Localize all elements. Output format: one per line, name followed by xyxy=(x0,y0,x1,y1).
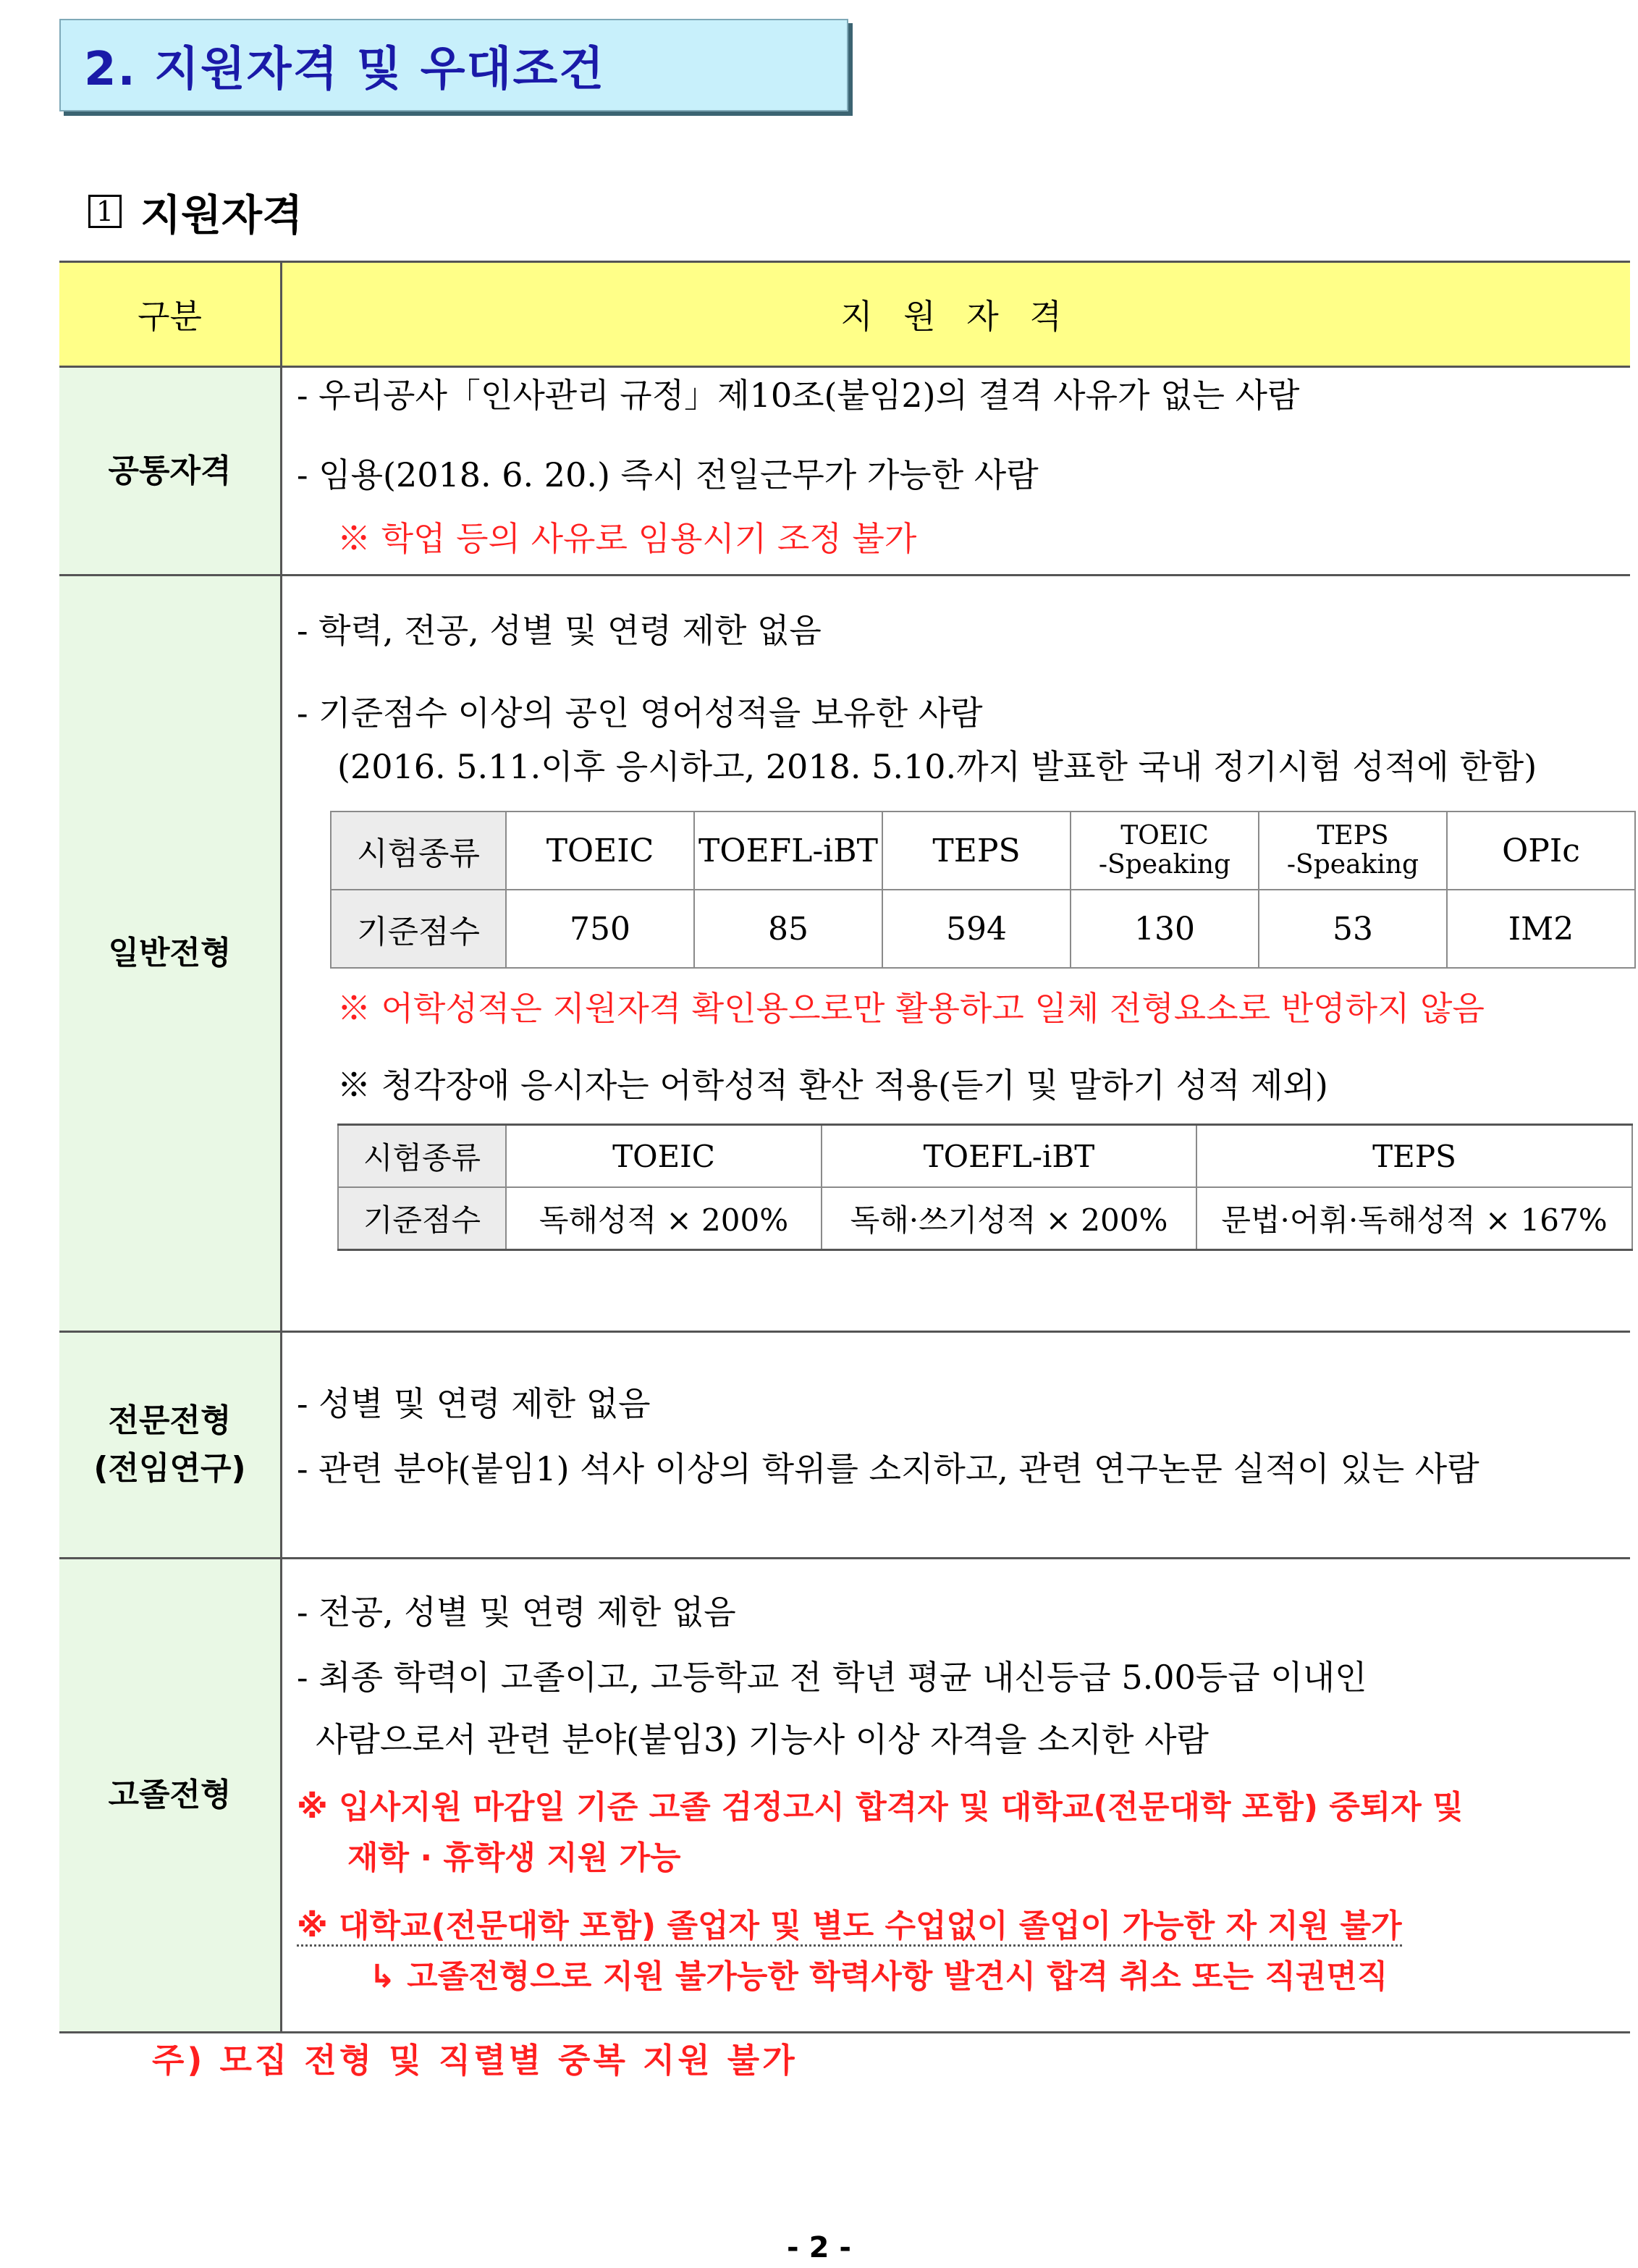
exam-toeic-speaking xyxy=(1071,811,1259,890)
category-expert-line-1: 전문전형 xyxy=(108,1402,232,1439)
exam-opic: OPIc xyxy=(1447,811,1635,890)
general-line-3: (2016. 5.11.이후 응시하고, 2018. 5.10.까지 발표한 국내 정기시험 성적에 한함) xyxy=(337,747,1537,786)
conversion-label-exam: 시험종류 xyxy=(338,1125,506,1188)
highschool-line-3: 사람으로서 관련 분야(붙임3) 기능사 이상 자격을 소지한 사람 xyxy=(316,1720,1209,1759)
general-line-2: - 기준점수 이상의 공인 영어성적을 보유한 사람 xyxy=(297,694,983,733)
score-row-exam xyxy=(331,811,1635,890)
conversion-score-teps: 문법·어휘·독해성적 × 167% xyxy=(1196,1187,1632,1250)
exam-toefl: TOEFL-iBT xyxy=(694,811,882,890)
general-note-black: ※ 청각장애 응시자는 어학성적 환산 적용(듣기 및 말하기 성적 제외) xyxy=(337,1066,1328,1105)
general-line-1: - 학력, 전공, 성별 및 연령 제한 없음 xyxy=(297,611,822,650)
content-general xyxy=(282,576,1631,1332)
score-teps-speaking: 53 xyxy=(1259,890,1447,968)
section-title: 2. 지원자격 및 우대조건 xyxy=(84,43,606,96)
highschool-note2-text: ※ 대학교(전문대학 포함) 졸업자 및 별도 수업없이 졸업이 가능한 자 지원 불가 xyxy=(297,1907,1402,1947)
exam-teps: TEPS xyxy=(882,811,1071,890)
score-row-score xyxy=(331,890,1635,968)
conversion-table xyxy=(337,1124,1633,1251)
row-highschool xyxy=(59,1559,1630,2033)
score-label-score: 기준점수 xyxy=(331,890,506,968)
highschool-note3: ↳ 고졸전형으로 지원 불가능한 학력사항 발견시 합격 취소 또는 직권면직 xyxy=(369,1958,1388,1995)
score-label-exam: 시험종류 xyxy=(331,811,506,890)
header-qualification: 지 원 자 격 xyxy=(282,262,1631,367)
page-number: - 2 - xyxy=(787,2231,851,2264)
conversion-exam-toefl: TOEFL-iBT xyxy=(822,1125,1196,1188)
highschool-note1-line2: 재학 · 휴학생 지원 가능 xyxy=(347,1839,681,1876)
score-toeic-speaking: 130 xyxy=(1071,890,1259,968)
conversion-exam-teps: TEPS xyxy=(1196,1125,1632,1188)
category-expert xyxy=(59,1332,282,1559)
english-score-table xyxy=(330,811,1636,969)
category-expert-line-2: (전임연구) xyxy=(93,1450,246,1487)
exam-toeic-speaking-text: TOEIC -Speaking xyxy=(1098,821,1231,880)
highschool-note1-line1: ※ 입사지원 마감일 기준 고졸 검정고시 합격자 및 대학교(전문대학 포함) 중퇴자 및 xyxy=(297,1789,1464,1826)
conversion-label-score: 기준점수 xyxy=(338,1187,506,1250)
conversion-score-toeic: 독해성적 × 200% xyxy=(506,1187,822,1250)
section-header-box xyxy=(59,19,848,111)
category-common: 공통자격 xyxy=(59,367,282,576)
category-highschool: 고졸전형 xyxy=(59,1559,282,2033)
table-header-row xyxy=(59,262,1630,367)
content-expert xyxy=(282,1332,1631,1559)
row-general xyxy=(59,576,1630,1332)
row-common xyxy=(59,367,1630,576)
expert-line-1: - 성별 및 연령 제한 없음 xyxy=(297,1384,651,1423)
score-teps: 594 xyxy=(882,890,1071,968)
highschool-line-1: - 전공, 성별 및 연령 제한 없음 xyxy=(297,1593,736,1632)
category-general: 일반전형 xyxy=(59,576,282,1332)
score-opic: IM2 xyxy=(1447,890,1635,968)
subsection-heading xyxy=(88,182,303,240)
subsection-title: 지원자격 xyxy=(140,190,303,240)
content-highschool xyxy=(282,1559,1631,2033)
conversion-row-exam xyxy=(338,1125,1632,1188)
qualification-table xyxy=(59,261,1630,2033)
conversion-score-toefl: 독해·쓰기성적 × 200% xyxy=(822,1187,1196,1250)
highschool-note2 xyxy=(297,1901,1630,1952)
conversion-exam-toeic: TOEIC xyxy=(506,1125,822,1188)
subsection-number-box: 1 xyxy=(88,195,122,228)
highschool-line-2: - 최종 학력이 고졸이고, 고등학교 전 학년 평균 내신등급 5.00등급 이내인 xyxy=(297,1658,1367,1697)
header-category: 구분 xyxy=(59,262,282,367)
common-line-1: - 우리공사「인사관리 규정」제10조(붙임2)의 결격 사유가 없는 사람 xyxy=(297,375,1300,415)
footnote: 주) 모집 전형 및 직렬별 중복 지원 불가 xyxy=(152,2041,798,2080)
score-toeic: 750 xyxy=(506,890,694,968)
general-note-red: ※ 어학성적은 지원자격 확인용으로만 활용하고 일체 전형요소로 반영하지 않음 xyxy=(337,989,1485,1028)
expert-line-2: - 관련 분야(붙임1) 석사 이상의 학위를 소지하고, 관련 연구논문 실적이 있는 사람 xyxy=(297,1449,1479,1488)
exam-toeic: TOEIC xyxy=(506,811,694,890)
row-expert xyxy=(59,1332,1630,1559)
exam-teps-speaking-text: TEPS -Speaking xyxy=(1286,821,1419,880)
content-common xyxy=(282,367,1631,576)
common-note: ※ 학업 등의 사유로 임용시기 조정 불가 xyxy=(337,518,917,558)
conversion-row-score xyxy=(338,1187,1632,1250)
score-toefl: 85 xyxy=(694,890,882,968)
common-line-2: - 임용(2018. 6. 20.) 즉시 전일근무가 가능한 사람 xyxy=(297,455,1039,494)
exam-teps-speaking xyxy=(1259,811,1447,890)
